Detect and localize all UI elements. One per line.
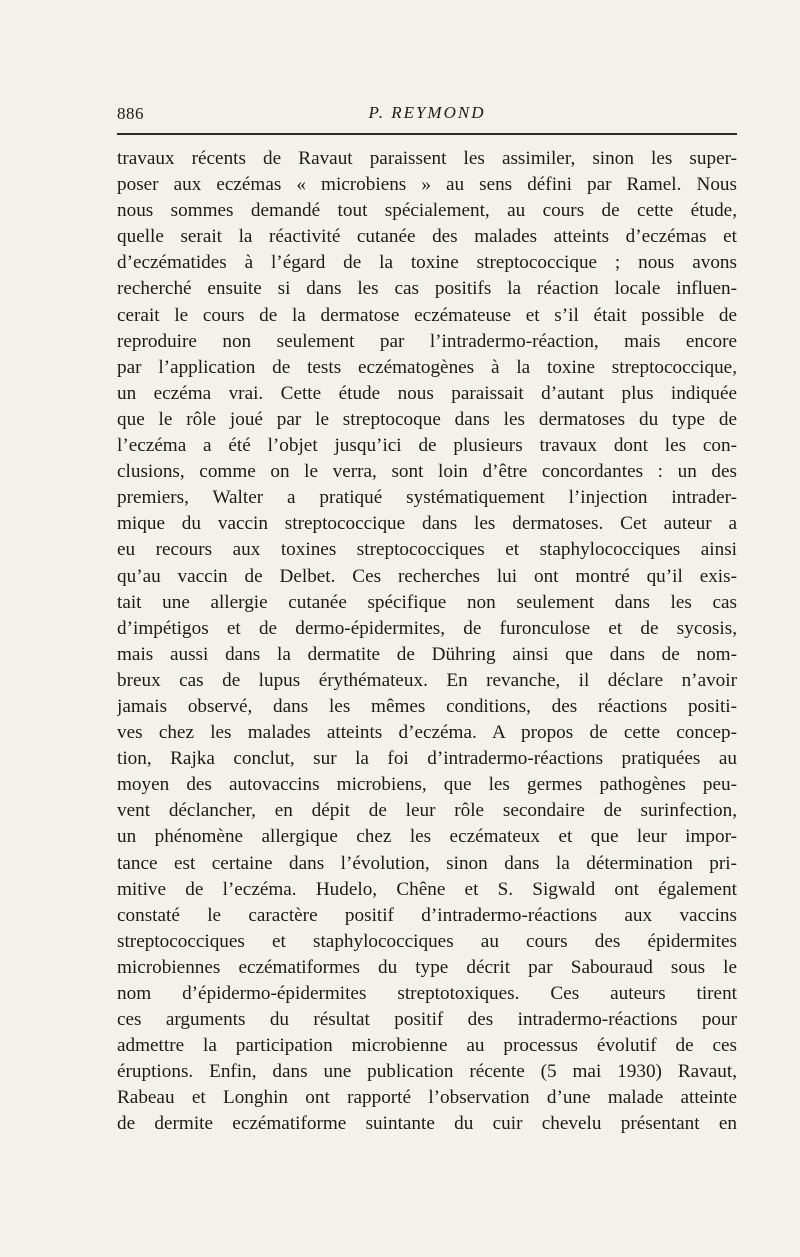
running-head-author: P. REYMOND	[368, 103, 486, 122]
text-line: nom d’épidermo-épidermites streptotoxiques. Ces auteurs tirent	[117, 983, 737, 1004]
text-line: que le rôle joué par le streptocoque dans les dermatoses du type de	[117, 408, 737, 430]
text-line: un phénomène allergique chez les eczémateux et que leur impor-	[117, 826, 737, 848]
text-line: d’impétigos et de dermo-épidermites, de furonculose et de sycosis,	[117, 617, 737, 639]
text-line: mitive de l’eczéma. Hudelo, Chêne et S. Sigwald ont également	[117, 878, 737, 900]
text-line: éruptions. Enfin, dans une publication récente (5 mai 1930) Ravaut,	[117, 1061, 737, 1083]
text-line: constaté le caractère positif d’intradermo-réactions aux vaccins	[117, 904, 737, 926]
text-line: travaux récents de Ravaut paraissent les assimiler, sinon les super-	[117, 148, 737, 169]
text-line: eu recours aux toxines streptococciques et staphylococciques ainsi	[117, 539, 737, 561]
text-line: ves chez les malades atteints d’eczéma. A propos de cette concep-	[117, 722, 737, 744]
text-line: l’eczéma a été l’objet jusqu’ici de plusieurs travaux dont les con-	[117, 435, 737, 457]
text-line: nous sommes demandé tout spécialement, au cours de cette étude,	[117, 200, 737, 222]
text-line: tion, Rajka conclut, sur la foi d’intradermo-réactions pratiquées au	[117, 748, 737, 770]
text-line: admettre la participation microbienne au processus évolutif de ces	[117, 1035, 737, 1057]
text-line: qu’au vaccin de Delbet. Ces recherches lui ont montré qu’il exis-	[117, 565, 737, 587]
text-line: vent déclancher, en dépit de leur rôle secondaire de surinfection,	[117, 800, 737, 822]
text-line: d’eczématides à l’égard de la toxine streptococcique ; nous avons	[117, 252, 737, 274]
text-line: poser aux eczémas « microbiens » au sens défini par Ramel. Nous	[117, 174, 737, 196]
header-rule	[117, 133, 737, 135]
text-line: streptococciques et staphylococciques au cours des épidermites	[117, 930, 737, 952]
text-line: breux cas de lupus érythémateux. En revanche, il déclare n’avoir	[117, 669, 737, 691]
text-line: moyen des autovaccins microbiens, que les germes pathogènes peu-	[117, 774, 737, 796]
text-line: clusions, comme on le verra, sont loin d’être concordantes : un des	[117, 461, 737, 483]
running-head	[117, 100, 737, 130]
text-line: ces arguments du résultat positif des intradermo-réactions pour	[117, 1009, 737, 1031]
text-line: un eczéma vrai. Cette étude nous paraissait d’autant plus indiquée	[117, 382, 737, 404]
text-line: quelle serait la réactivité cutanée des malades atteints d’eczémas et	[117, 226, 737, 248]
text-line: Rabeau et Longhin ont rapporté l’observation d’une malade atteinte	[117, 1087, 737, 1109]
text-line: tait une allergie cutanée spécifique non seulement dans les cas	[117, 591, 737, 613]
text-line: microbiennes eczématiformes du type décrit par Sabouraud sous le	[117, 956, 737, 978]
text-line: tance est certaine dans l’évolution, sinon dans la détermination pri-	[117, 852, 737, 874]
text-line: mique du vaccin streptococcique dans les dermatoses. Cet auteur a	[117, 513, 737, 535]
page-number: 886	[117, 104, 144, 123]
text-line: recherché ensuite si dans les cas positifs la réaction locale influen-	[117, 278, 737, 300]
text-line: jamais observé, dans les mêmes conditions, des réactions positi-	[117, 695, 737, 717]
text-line: mais aussi dans la dermatite de Dühring ainsi que dans de nom-	[117, 643, 737, 665]
text-line: cerait le cours de la dermatose eczémateuse et s’il était possible de	[117, 304, 737, 326]
text-line: par l’application de tests eczématogènes à la toxine streptococcique,	[117, 356, 737, 378]
text-line: de dermite eczématiforme suintante du cuir chevelu présentant en	[117, 1113, 737, 1135]
text-line: premiers, Walter a pratiqué systématiquement l’injection intrader-	[117, 487, 737, 509]
text-line: reproduire non seulement par l’intradermo-réaction, mais encore	[117, 330, 737, 352]
body-text	[117, 146, 737, 1138]
